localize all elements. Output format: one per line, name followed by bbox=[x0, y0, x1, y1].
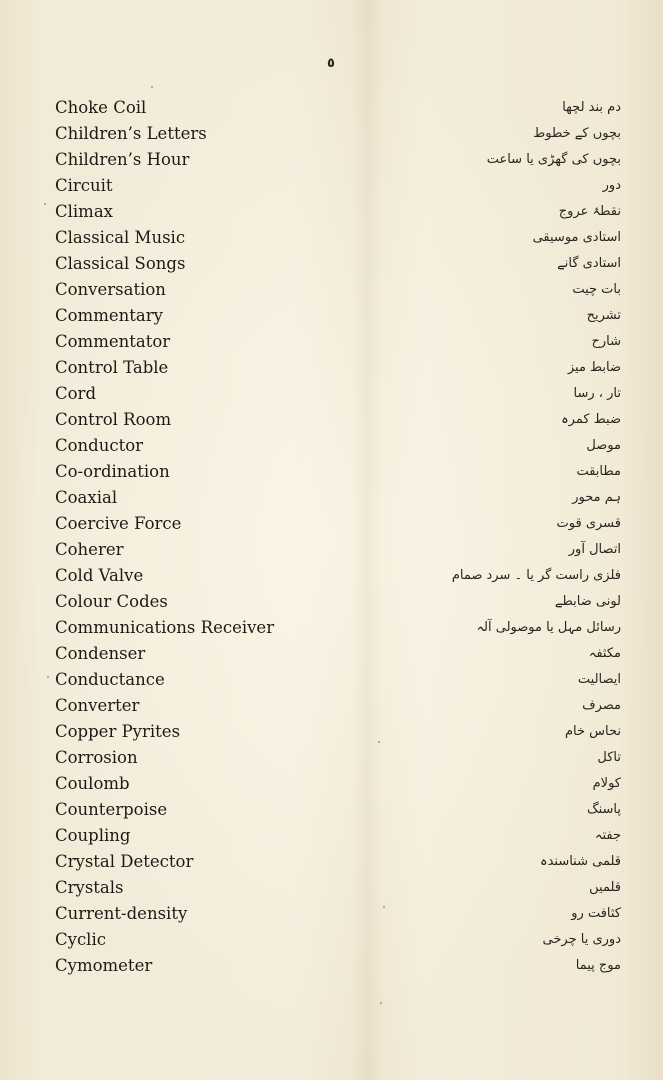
glossary-entry bbox=[0, 278, 663, 304]
urdu-translation: دور bbox=[602, 178, 621, 193]
glossary-entry bbox=[0, 96, 663, 122]
urdu-translation: ضبط کمرہ bbox=[561, 412, 621, 427]
english-term: Current-density bbox=[55, 904, 188, 923]
urdu-translation: تار ، رسا bbox=[573, 386, 621, 401]
urdu-translation: بچوں کے خطوط bbox=[533, 126, 621, 141]
glossary-entry bbox=[0, 538, 663, 564]
urdu-translation: ہم محور bbox=[572, 490, 621, 505]
urdu-translation: ضابط میز bbox=[567, 360, 621, 375]
english-term: Coaxial bbox=[55, 488, 118, 507]
glossary-entry bbox=[0, 824, 663, 850]
english-term: Crystal Detector bbox=[55, 852, 194, 871]
english-term: Cyclic bbox=[55, 930, 106, 949]
urdu-translation: استادی گانے bbox=[557, 256, 621, 271]
glossary-entry bbox=[0, 772, 663, 798]
english-term: Children’s Letters bbox=[55, 124, 207, 143]
urdu-translation: اتصال آور bbox=[568, 542, 621, 557]
english-term: Crystals bbox=[55, 878, 124, 897]
english-term: Coupling bbox=[55, 826, 131, 845]
english-term: Classical Music bbox=[55, 228, 186, 247]
glossary-entry bbox=[0, 304, 663, 330]
urdu-translation: بات چیت bbox=[572, 282, 621, 297]
urdu-translation: دوری یا چرخی bbox=[542, 932, 621, 947]
paper-speck bbox=[44, 203, 46, 205]
urdu-translation: موج پیما bbox=[575, 958, 621, 973]
paper-speck bbox=[47, 676, 49, 678]
glossary-entry bbox=[0, 902, 663, 928]
english-term: Colour Codes bbox=[55, 592, 168, 611]
english-term: Conductor bbox=[55, 436, 144, 455]
glossary-entry bbox=[0, 850, 663, 876]
english-term: Cold Valve bbox=[55, 566, 144, 585]
glossary-entry bbox=[0, 642, 663, 668]
glossary-entry bbox=[0, 356, 663, 382]
glossary-entry bbox=[0, 434, 663, 460]
glossary-entry bbox=[0, 668, 663, 694]
glossary-entry bbox=[0, 226, 663, 252]
english-term: Coulomb bbox=[55, 774, 130, 793]
glossary-entry bbox=[0, 928, 663, 954]
english-term: Coercive Force bbox=[55, 514, 182, 533]
urdu-translation: جفتہ bbox=[594, 828, 621, 843]
english-term: Conversation bbox=[55, 280, 166, 299]
english-term: Copper Pyrites bbox=[55, 722, 181, 741]
glossary-entry bbox=[0, 486, 663, 512]
urdu-translation: تشریح bbox=[586, 308, 621, 323]
urdu-translation: پاسنگ bbox=[586, 802, 621, 817]
glossary-entry bbox=[0, 694, 663, 720]
glossary-entry bbox=[0, 460, 663, 486]
glossary-entry bbox=[0, 382, 663, 408]
english-term: Choke Coil bbox=[55, 98, 147, 117]
english-term: Climax bbox=[55, 202, 113, 221]
glossary-entry bbox=[0, 512, 663, 538]
paper-speck bbox=[383, 906, 385, 908]
glossary-entry bbox=[0, 408, 663, 434]
urdu-translation: بچوں کی گھڑی یا ساعت bbox=[486, 152, 621, 167]
english-term: Classical Songs bbox=[55, 254, 186, 273]
english-term: Control Table bbox=[55, 358, 169, 377]
glossary-entry bbox=[0, 876, 663, 902]
urdu-translation: مکثفہ bbox=[588, 646, 621, 661]
urdu-translation: مطابقت bbox=[576, 464, 621, 479]
glossary-list bbox=[0, 96, 663, 980]
urdu-translation: نقطۂ عروج bbox=[558, 204, 621, 219]
glossary-entry bbox=[0, 122, 663, 148]
glossary-entry bbox=[0, 330, 663, 356]
urdu-translation: استادی موسیقی bbox=[532, 230, 621, 245]
english-term: Commentator bbox=[55, 332, 171, 351]
english-term: Commentary bbox=[55, 306, 163, 325]
english-term: Children’s Hour bbox=[55, 150, 190, 169]
urdu-translation: قلمیں bbox=[589, 880, 621, 895]
english-term: Counterpoise bbox=[55, 800, 168, 819]
urdu-translation: کثافت رو bbox=[571, 906, 621, 921]
english-term: Co-ordination bbox=[55, 462, 170, 481]
english-term: Corrosion bbox=[55, 748, 138, 767]
english-term: Conductance bbox=[55, 670, 165, 689]
page-number: ٥ bbox=[327, 56, 335, 71]
paper-speck bbox=[380, 1002, 382, 1004]
glossary-entry bbox=[0, 564, 663, 590]
glossary-entry bbox=[0, 798, 663, 824]
english-term: Cymometer bbox=[55, 956, 153, 975]
glossary-entry bbox=[0, 954, 663, 980]
glossary-entry bbox=[0, 174, 663, 200]
english-term: Cord bbox=[55, 384, 97, 403]
urdu-translation: رسائل مہل یا موصولی آلہ bbox=[476, 620, 621, 635]
urdu-translation: کولام bbox=[592, 776, 621, 791]
urdu-translation: مصرف bbox=[582, 698, 621, 713]
english-term: Communications Receiver bbox=[55, 618, 275, 637]
glossary-entry bbox=[0, 200, 663, 226]
glossary-entry bbox=[0, 148, 663, 174]
urdu-translation: ایصالیت bbox=[577, 672, 621, 687]
english-term: Control Room bbox=[55, 410, 172, 429]
english-term: Converter bbox=[55, 696, 140, 715]
urdu-translation: نحاس خام bbox=[564, 724, 621, 739]
english-term: Coherer bbox=[55, 540, 124, 559]
glossary-entry bbox=[0, 746, 663, 772]
english-term: Circuit bbox=[55, 176, 113, 195]
urdu-translation: قلمی شناسندہ bbox=[539, 854, 621, 869]
urdu-translation: موصل bbox=[586, 438, 621, 453]
paper-speck bbox=[151, 86, 153, 88]
urdu-translation: تاکل bbox=[597, 750, 621, 765]
glossary-entry bbox=[0, 590, 663, 616]
glossary-entry bbox=[0, 616, 663, 642]
urdu-translation: قسری قوت bbox=[556, 516, 621, 531]
english-term: Condenser bbox=[55, 644, 146, 663]
glossary-entry bbox=[0, 720, 663, 746]
glossary-entry bbox=[0, 252, 663, 278]
urdu-translation: لونی ضابطے bbox=[554, 594, 621, 609]
urdu-translation: فلزی راست گر یا ۔ سرد صمام bbox=[451, 568, 621, 583]
urdu-translation: شارح bbox=[591, 334, 621, 349]
paper-speck bbox=[378, 741, 380, 743]
urdu-translation: دم بند لچھا bbox=[562, 100, 621, 115]
